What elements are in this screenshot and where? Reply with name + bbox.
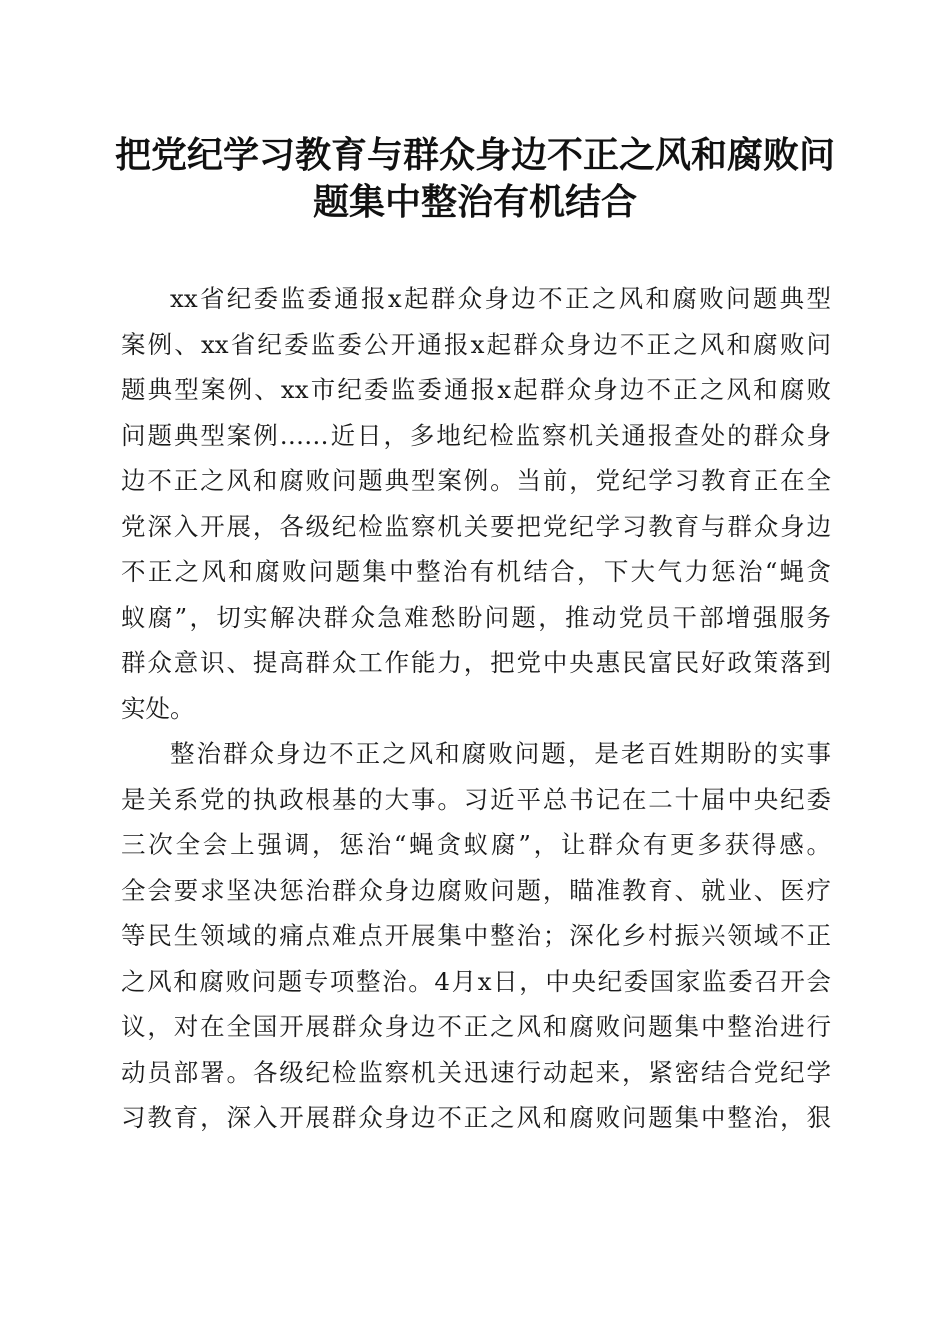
text-line: 议，对在全国开展群众身边不正之风和腐败问题集中整治进行	[121, 1012, 831, 1041]
title-line: 题集中整治有机结合	[312, 181, 637, 223]
text-line: 群众意识、提高群众工作能力，把党中央惠民富民好政策落到	[121, 648, 831, 677]
text-line: 之风和腐败问题专项整治。4月x日，中央纪委国家监委召开会	[121, 966, 831, 996]
paragraph-2	[121, 731, 831, 1141]
text-line: 习教育，深入开展群众身边不正之风和腐败问题集中整治，狠	[121, 1103, 831, 1132]
paragraph-1	[121, 276, 831, 731]
text-line: 整治群众身边不正之风和腐败问题，是老百姓期盼的实事	[170, 739, 831, 768]
text-line: 党深入开展，各级纪检监察机关要把党纪学习教育与群众身边	[121, 511, 831, 541]
text-line: 三次全会上强调，惩治“蝇贪蚁腐”，让群众有更多获得感。	[121, 830, 831, 859]
document-body	[121, 276, 831, 1141]
text-line: 案例、xx省纪委监委公开通报x起群众身边不正之风和腐败问	[121, 329, 831, 359]
title-line: 把党纪学习教育与群众身边不正之风和腐败问	[114, 134, 835, 176]
text-line: 实处。	[121, 693, 195, 723]
text-line: 蚁腐”，切实解决群众急难愁盼问题，推动党员干部增强服务	[121, 602, 831, 632]
text-line: 题典型案例、xx市纪委监委通报x起群众身边不正之风和腐败	[121, 375, 831, 404]
text-line: 是关系党的执政根基的大事。习近平总书记在二十届中央纪委	[121, 784, 831, 814]
text-line: 边不正之风和腐败问题典型案例。当前，党纪学习教育正在全	[121, 466, 831, 495]
document-title	[100, 132, 850, 226]
text-line: 不正之风和腐败问题集中整治有机结合，下大气力惩治“蝇贪	[121, 557, 831, 586]
text-line: 等民生领域的痛点难点开展集中整治；深化乡村振兴领域不正	[121, 921, 831, 950]
text-line: 动员部署。各级纪检监察机关迅速行动起来，紧密结合党纪学	[121, 1057, 831, 1087]
text-line: xx省纪委监委通报x起群众身边不正之风和腐败问题典型	[170, 284, 831, 313]
text-line: 全会要求坚决惩治群众身边腐败问题，瞄准教育、就业、医疗	[121, 875, 831, 905]
text-line: 问题典型案例……近日，多地纪检监察机关通报查处的群众身	[121, 420, 831, 450]
